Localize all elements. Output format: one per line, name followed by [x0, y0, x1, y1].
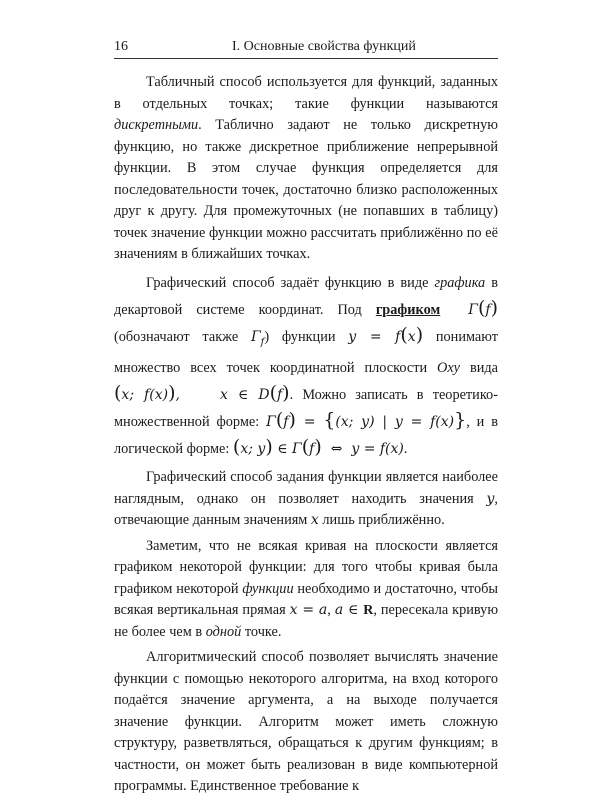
paragraph-algorithmic-method — [114, 647, 498, 798]
text: точке. — [241, 623, 282, 640]
text: Графический способ задаёт функцию в виде — [146, 274, 435, 291]
page-number: 16 — [114, 39, 128, 54]
formula-logic-form: (x; y) ∈ Γ(f) ⇔ y = f(x) — [232, 436, 404, 459]
text: ) функции — [264, 328, 349, 345]
text: лишь приближённо. — [318, 512, 445, 529]
text: Заметим, что не всякая кривая на плоскости является графиком некоторой функции: для того чтобы кривая была графиком некоторой — [114, 537, 498, 597]
paragraph-graphical-visual — [114, 467, 498, 532]
header-rule — [114, 58, 498, 59]
text: , пересекала кривую не более чем в — [114, 602, 499, 640]
text: , и в логической форме: — [114, 414, 498, 458]
running-header — [114, 38, 498, 56]
formula-graph-symbol: Γ(f) — [468, 296, 498, 319]
term-discrete: дискретными — [114, 117, 199, 133]
formula-point-form: (x; f(x)), x ∈ D(f) — [114, 382, 290, 405]
text: . — [403, 441, 408, 458]
formula-vertical-line: x = a — [289, 602, 328, 619]
text: . Таблично задают не только дискретную функцию, но также дискретное приближение непрерывной функции. В этом случае функция определяется для последовательности точек, достаточно близко расположенных друг к другу. Для промежуточных (не попавших в таблицу) точек значение функции можно рассчитать приближённо по её значениям в ближайших точках. — [114, 117, 498, 262]
term-one: одной — [205, 623, 242, 640]
text: (обозначают также — [114, 328, 251, 345]
term-function: функции — [242, 580, 294, 597]
formula-a-in-r: a ∈ R — [334, 602, 374, 619]
text: понимают множество всех точек координатной плоскости — [114, 328, 499, 377]
formula-set-form: Γ(f) = {(x; y) | y = f(x)} — [266, 409, 467, 432]
text: , отвечающие данным значениям — [114, 490, 498, 529]
text: вида — [460, 360, 498, 377]
paragraph-graphical-method — [114, 270, 498, 464]
text: необходимо и достаточно, чтобы всякая вертикальная прямая — [114, 580, 498, 619]
text: Алгоритмический способ позволяет вычислять значение функции с помощью некоторого алгоритма, на вход которого подаётся значение аргумента, а на выходе получается значение функции. Алгоритм может иметь сложную структуру, разветвляться, обращаться к другим функциям; в частности, он может быть реализован в виде компьютерной программы. Единственное требование к — [114, 649, 498, 795]
term-oxy: Oxy — [437, 360, 461, 377]
term-graph-bold: графиком — [375, 301, 441, 318]
text: . Можно записать в теоретико-множественной форме: — [114, 387, 498, 431]
formula-graph-subscript: $\Gamma_f$ — [250, 328, 265, 348]
paragraph-vertical-line-test: Заметим, что не всякая кривая на плоскости является графиком некоторой функции: для того чтобы кривая была графиком некоторой функции необходимо и достаточно, чтобы всякая вертикальная прямая x = a, a ∈ R, пересекала кривую не более чем в одной точке. — [114, 537, 499, 640]
body-text — [114, 72, 498, 802]
text: в декартовой системе координат. Под — [114, 274, 499, 318]
text: Графический способ задания функции является наиболее наглядным, однако он позволяет находить значения — [114, 469, 498, 507]
formula-y: y — [486, 490, 495, 507]
paragraph-tabular-method — [114, 72, 498, 266]
formula-x: x — [310, 512, 319, 529]
text: Табличный способ используется для функций, заданных в отдельных точках; такие функции называются — [114, 74, 498, 112]
term-graph-italic: графика — [434, 274, 486, 291]
running-title: I. Основные свойства функций — [232, 39, 416, 54]
formula-function: y = f(x) — [348, 323, 424, 346]
